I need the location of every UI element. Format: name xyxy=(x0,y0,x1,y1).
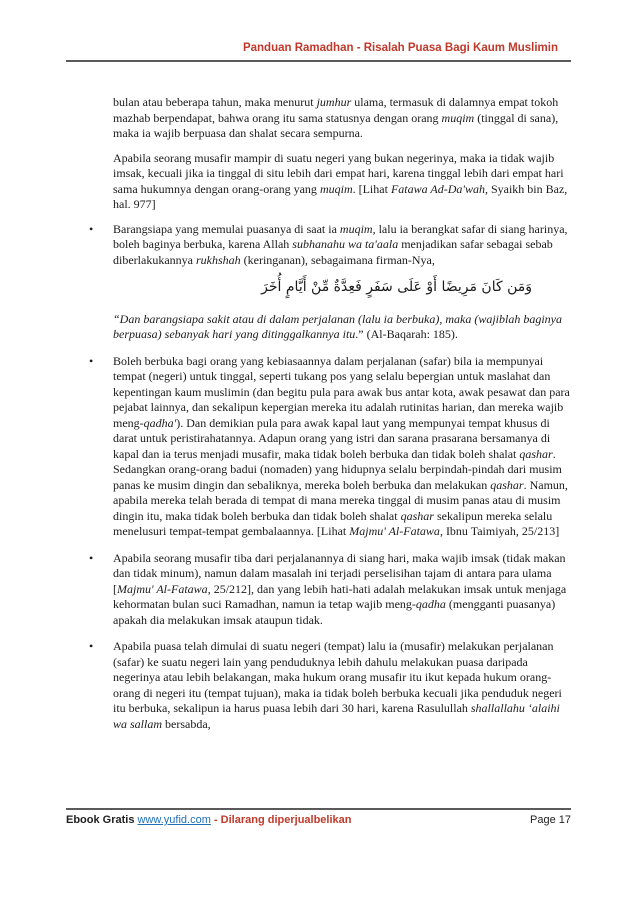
text: . Namun, apabila mereka telah berada di tempat di mana mereka tinggal di musim panas atau di musim dingin itu, maka tidak boleh berbuka dan tidak boleh shalat xyxy=(113,477,568,523)
bullet-icon: • xyxy=(89,221,94,236)
italic-term: qadha xyxy=(415,597,446,611)
text: , Syaikh bin Baz, hal. 977] xyxy=(113,181,568,211)
italic-term: subhanahu wa ta'aala xyxy=(292,237,399,251)
text: Apabila puasa telah dimulai di suatu negeri (tempat) lalu ia (musafir) melakukan perjalanan (safar) ke suatu negeri lain yang penduduknya lebih dahulu melakukan puasa daripada negerinya atau lebih belakangan, maka hukum orang musafir itu ikut kepada hukum orang-orang di negeri itu (tempat tujuan), maka ia tidak boleh berbuka kecuali jika penduduk negeri itu berbuka, sekalipun ia harus puasa lebih dari 30 hari, karena Rasulullah xyxy=(113,639,562,715)
text: , 25/212], dan yang lebih hati-hati adalah melakukan imsak untuk menjaga kehormatan bulan suci Ramadhan, namun ia tetap wajib meng- xyxy=(113,581,567,611)
text: . [Lihat xyxy=(352,181,391,196)
text: , lalu ia berangkat safar di siang harinya, boleh baginya berbuka, karena Allah xyxy=(113,221,568,251)
text: Apabila seorang musafir tiba dari perjalanannya di siang hari, maka wajib imsak (tidak makan dan tidak minum), namun dalam masalah ini terjadi perselisihan tajam di antara para ulama [ xyxy=(113,550,566,596)
text: Apabila seorang musafir mampir di suatu negeri yang bukan negerinya, maka ia tidak wajib imsak, kecuali jika ia tinggal di situ lebih dari empat hari, karena tinggal lebih dari empat hari sama hukumnya dengan orang-orang yang xyxy=(113,150,564,196)
bullet-item-1 xyxy=(64,222,574,343)
text: (tinggal di sana), maka ia wajib berpuasa dan shalat secara sempurna. xyxy=(113,110,559,140)
reference-title: Fatawa Ad-Da'wah xyxy=(390,181,485,196)
text: . Sedangkan orang-orang badui (nomaden) yang hidupnya selalu berpindah-pindah dari musim panas ke musim dingin dan sebaliknya, mereka boleh berbuka dan melakukan xyxy=(113,446,562,492)
text: bulan atau beberapa tahun, maka menurut xyxy=(113,95,317,109)
italic-term: jumhur xyxy=(316,95,352,109)
footer-warning: Dilarang diperjualbelikan xyxy=(220,814,352,826)
italic-term: shallallahu ‘alaihi wa sallam xyxy=(113,701,560,731)
bullet-icon: • xyxy=(89,353,94,368)
bullet-item-4 xyxy=(64,639,574,732)
header-divider xyxy=(66,60,571,62)
bullet-icon: • xyxy=(89,639,94,653)
footer-separator: - xyxy=(210,814,221,826)
website-link[interactable]: www.yufid.com xyxy=(137,814,211,826)
reference-title: Majmu' Al-Fatawa xyxy=(117,581,208,596)
quran-verse-arabic: وَمَن كَانَ مَرِيضًا أَوْ عَلَى سَفَرٍ فَعِدَّةٌ مِّنْ أَيَّامٍ أُخَرَ xyxy=(261,279,532,295)
paragraph-1 xyxy=(113,95,574,142)
text: sekalipun mereka selalu menelusuri tempat-tempat gembalaannya. [Lihat xyxy=(113,508,553,538)
italic-term: qashar xyxy=(400,508,434,523)
text: bersabda, xyxy=(162,716,211,731)
text: , Ibnu Taimiyah, 25/213] xyxy=(439,524,560,538)
footer-label: Ebook Gratis xyxy=(66,814,138,826)
italic-term: muqim xyxy=(441,110,475,125)
text: ulama, termasuk di dalamnya empat tokoh mazhab berpendapat, bahwa orang itu sama statusnya dengan orang xyxy=(113,95,559,125)
paragraph-2 xyxy=(113,151,574,213)
bullet-item-2 xyxy=(64,354,574,540)
quran-translation xyxy=(113,312,574,343)
text: ). Dan demikian pula para awak kapal laut yang mempunyai tempat khusus di darat untuk peristirahatannya. Adapun orang yang istri dan sarana prasarana bersamanya di kapal dan ia terus menjadi musafir, maka tidak boleh berbuka dan tidak boleh shalat xyxy=(113,415,551,461)
page-header-title: Panduan Ramadhan - Risalah Puasa Bagi Kaum Muslimin xyxy=(242,42,558,54)
text: (keringanan), sebagaimana firman-Nya, xyxy=(240,252,435,267)
text: menjadikan safar sebagai sebab diberlakukannya xyxy=(113,237,553,267)
text: (mengganti puasanya) apakah dia melakukan imsak ataupun tidak. xyxy=(113,597,556,627)
page-footer xyxy=(66,814,571,826)
text: Boleh berbuka bagi orang yang kebiasaannya dalam perjalanan (safar) bila ia mempunyai tempat (negeri) untuk tinggal, seperti tukang pos yang selalu bepergian untuk maslahat dan kepentingan kaum muslimin (dan begitu pula para awak bus antar kota, awak pesawat dan para pejabat lainnya, dan sekalipun kepergian mereka itu adalah rutinitas harian, dan mereka wajib meng- xyxy=(113,353,570,430)
italic-term: qashar xyxy=(519,446,553,461)
italic-term: muqim xyxy=(339,221,373,236)
citation: .” (Al-Baqarah: 185). xyxy=(355,327,458,341)
text: Barangsiapa yang memulai puasanya di saat ia xyxy=(113,221,340,236)
italic-term: qadha' xyxy=(143,415,177,430)
italic-term: rukhshah xyxy=(195,252,241,267)
translation-text: “Dan barangsiapa sakit atau di dalam perjalanan (lalu ia berbuka), maka (wajiblah baginya berpuasa) sebanyak hari yang ditinggalkannya itu xyxy=(113,311,562,341)
page-body xyxy=(64,95,574,743)
footer-divider xyxy=(66,808,571,810)
bullet-icon: • xyxy=(89,550,94,565)
page-number: Page 17 xyxy=(530,814,571,826)
reference-title: Majmu' Al-Fatawa xyxy=(349,524,440,538)
bullet-item-3 xyxy=(64,551,574,629)
italic-term: muqim xyxy=(319,181,353,196)
italic-term: qashar xyxy=(490,477,524,492)
